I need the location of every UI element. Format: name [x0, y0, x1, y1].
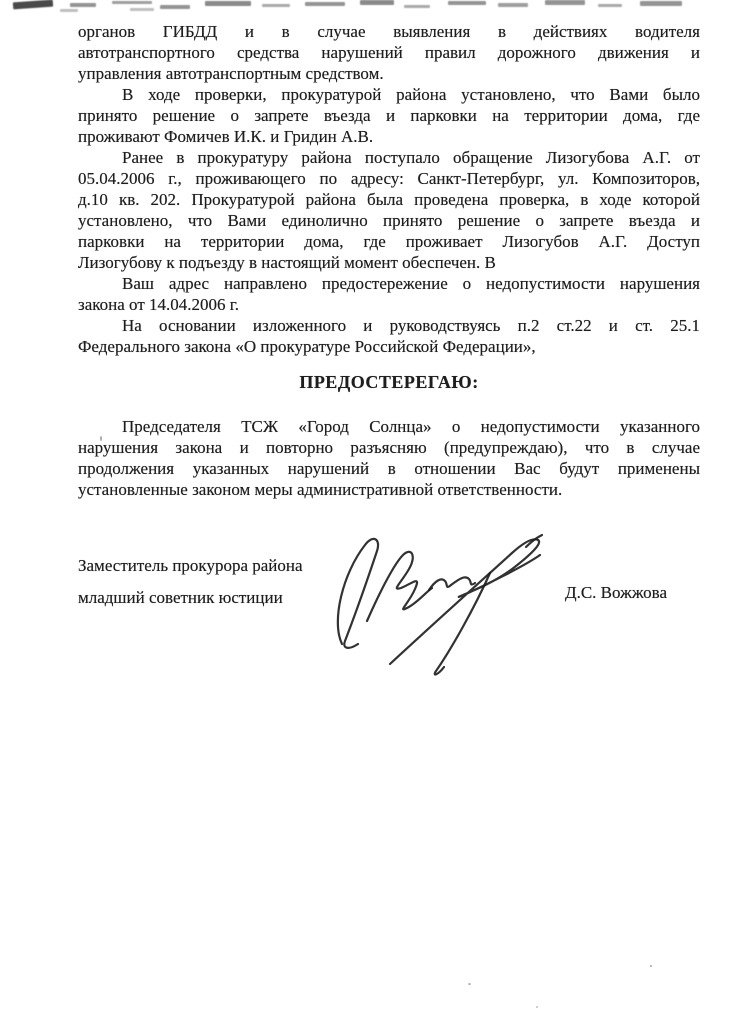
paragraph: [78, 315, 700, 357]
paragraph: [78, 416, 700, 500]
scan-speck: [536, 1006, 538, 1008]
text-line: Ранее в прокуратуру района поступало обращение Лизогубова А.Г. от: [122, 148, 700, 167]
scan-artifact: [498, 3, 528, 7]
signer-position: [78, 550, 303, 614]
document-body: [78, 21, 700, 760]
text-line: установлено, что Вами единолично принято решение о запрете въезда и: [78, 211, 700, 230]
text-line: закона от 14.04.2006 г.: [78, 295, 240, 314]
scan-artifact: [640, 1, 682, 6]
text-line: установленные законом меры административной ответственности.: [78, 480, 563, 499]
scan-speck: [468, 983, 471, 985]
text-line: Лизогубову к подъезду в настоящий момент обеспечен. В: [78, 253, 496, 272]
scan-artifact: [13, 0, 53, 9]
scan-artifact: [545, 0, 585, 5]
scan-artifact: [160, 5, 190, 9]
scan-speck: [650, 965, 652, 967]
text-line: 05.04.2006 г., проживающего по адресу: Санкт-Петербург, ул. Композиторов,: [78, 169, 700, 188]
text-line: принято решение о запрете въезда и парковки на территории дома, где: [78, 106, 700, 125]
document-paragraphs: [78, 21, 700, 500]
text-line: органов ГИБДД и в случае выявления в действиях водителя: [78, 22, 700, 41]
text-line: нарушения закона и повторно разъясняю (предупреждаю), что в случае: [78, 438, 700, 457]
scan-artifact: [305, 2, 345, 6]
scan-artifact: [130, 8, 154, 11]
paragraph: [78, 84, 700, 147]
scan-artifact: [60, 9, 78, 12]
scan-artifact: [360, 0, 394, 5]
text-line: На основании изложенного и руководствуясь п.2 ст.22 и ст. 25.1: [122, 316, 700, 335]
scan-artifact: [404, 5, 430, 8]
signature-block: [78, 550, 700, 760]
text-line: проживают Фомичев И.К. и Гридин А.В.: [78, 127, 374, 146]
scan-artifact: [448, 1, 486, 5]
scan-artifact: [205, 1, 251, 6]
text-line: д.10 кв. 202. Прокуратурой района была проведена проверка, в ходе которой: [78, 190, 700, 209]
paragraph: [78, 273, 700, 315]
paragraph: [78, 147, 700, 273]
scan-artifact: [598, 4, 622, 7]
signer-name: Д.С. Вожжова: [565, 583, 668, 602]
text-line: В ходе проверки, прокуратурой района установлено, что Вами было: [122, 85, 700, 104]
text-line: Ваш адрес направлено предостережение о недопустимости нарушения: [122, 274, 700, 293]
scan-artifact: [70, 3, 96, 7]
text-line: Федерального закона «О прокуратуре Российской Федерации»,: [78, 337, 536, 356]
text-line: продолжения указанных нарушений в отношении Вас будут применены: [78, 459, 700, 478]
scan-speck: [100, 436, 102, 441]
scan-artifact: [262, 4, 290, 7]
scan-artifact: [112, 1, 152, 4]
document-heading: ПРЕДОСТЕРЕГАЮ:: [299, 372, 479, 392]
text-line: автотранспортного средства нарушений правил дорожного движения и: [78, 43, 700, 62]
text-line: парковки на территории дома, где проживает Лизогубов А.Г. Доступ: [78, 232, 700, 251]
handwritten-signature-icon: [328, 532, 546, 676]
signer-position-line2: младший советник юстиции: [78, 588, 283, 607]
text-line: Председателя ТСЖ «Город Солнца» о недопустимости указанного: [122, 417, 700, 436]
paragraph: [78, 21, 700, 84]
text-line: управления автотранспортным средством.: [78, 64, 384, 83]
signer-position-line1: Заместитель прокурора района: [78, 556, 303, 575]
